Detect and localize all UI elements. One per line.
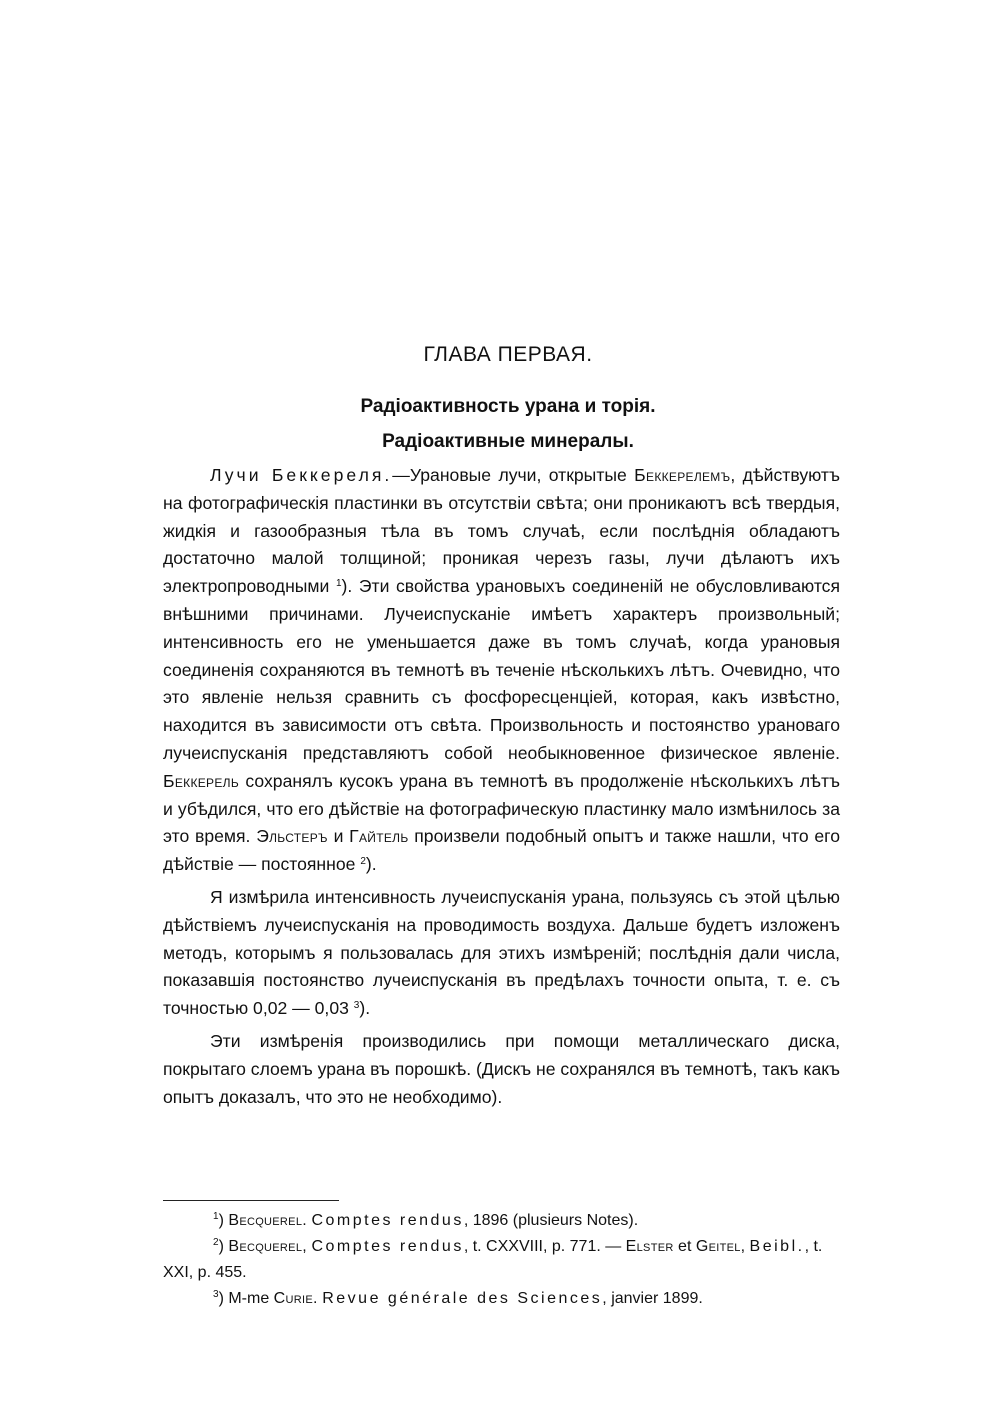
footnote-ref: 2 [360,856,366,868]
chapter-title-line-2: Радіоактивные минералы. [382,431,634,452]
footnote-ref: 3 [353,1000,360,1012]
paragraph-2: Я измѣрила интенсивность лучеиспусканія урана, пользуясь съ этой цѣлью дѣйствіемъ лучеиспусканія на проводимость воздуха. Дальше будетъ изложенъ методъ, которымъ я пользовалась для этихъ измѣреній; послѣднія дали числа, показавшія постоянство лучеиспусканія въ предѣлахъ точности опыта, т. е. съ точностью 0,02 — 0,03 $^3$). [163,886,840,1019]
footnotes [163,1208,840,1312]
section-lead: Лучи Беккереля. [210,465,393,485]
chapter-label: ГЛАВА ПЕРВАЯ. [423,343,593,366]
footnote-3: $^3$) M-me Curie. Revue générale des Sciences, janvier 1899. [213,1289,703,1307]
author-name: Гайтель [349,826,409,847]
body-text [163,462,840,1111]
footnote-2: $^2$) Becquerel, Comptes rendus, t. CXXVIII, p. 771. — Elster et Geitel, Beibl., t. XXI, p. 455. [163,1237,823,1281]
chapter-title-line-1: Радіоактивность урана и торія. [360,396,656,417]
footnote-1: $^1$) Becquerel. Comptes rendus, 1896 (plusieurs Notes). [213,1211,639,1229]
footnote-ref: 1 [335,578,342,590]
footnote-divider [163,1200,339,1201]
author-name: Беккерелемъ [634,465,731,485]
author-name: Эльстеръ [256,826,328,847]
paragraph-3: Эти измѣренія производились при помощи металлическаго диска, покрытаго слоемъ урана въ порошкѣ. (Дискъ не сохранялся въ темнотѣ, такъ какъ опытъ доказалъ, что это не необходимо). [163,1030,840,1107]
author-name: Беккерель [163,770,239,791]
paragraph-1: Лучи Беккереля.—Урановые лучи, открытые Беккерелемъ, дѣйствуютъ на фотографическія пластинки въ отсутствіи свѣта; они проникаютъ всѣ твердыя, жидкія и газообразныя тѣла въ томъ случаѣ, если послѣднія обладаютъ достаточно малой толщиной; проникая черезъ газы, лучи дѣлаютъ ихъ электропроводными $^1$). Эти свойства урановыхъ соединеній не обусловливаются внѣшними причинами. Лучеиспусканіе имѣетъ характеръ произвольный; интенсивность его не уменьшается даже въ томъ случаѣ, когда урановыя соединенія сохраняются въ темнотѣ въ теченіе нѣсколькихъ лѣтъ. Очевидно, что это явленіе нельзя сравнить съ фосфоресценціей, которая, какъ извѣстно, находится въ зависимости отъ свѣта. Произвольность и постоянство урановаго лучеиспусканія представляютъ собой необыкновенное физическое явленіе. Беккерель сохранялъ кусокъ урана въ темнотѣ въ продолженіе нѣсколькихъ лѣтъ и убѣдился, что его дѣйствіе на фотографическую пластинку мало измѣнилось за это время. Эльстеръ и Гайтель произвели подобный опытъ и также нашли, что его дѣйствіе — постоянное $^2$). [163,465,841,875]
